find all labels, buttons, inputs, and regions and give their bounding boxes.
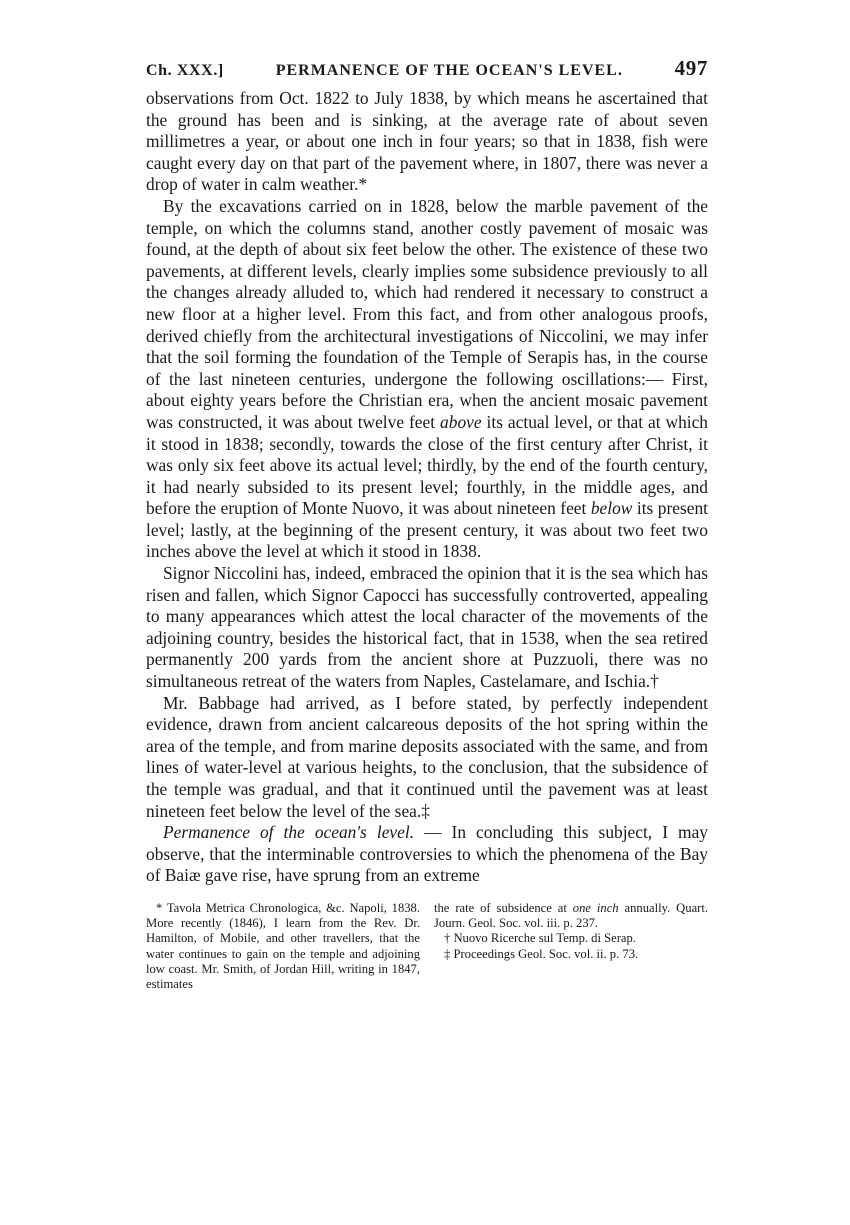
chapter-label: Ch. XXX.]	[146, 62, 224, 79]
footnotes-right-column	[434, 901, 708, 992]
italic-text: one inch	[572, 900, 619, 915]
footnotes-left-column	[146, 901, 420, 992]
main-text	[146, 88, 708, 887]
footnote	[146, 901, 420, 992]
text-run: annually. Quart. Journ. Geol. Soc. vol. iii. p. 237.	[434, 900, 709, 931]
running-header	[146, 56, 708, 88]
text-run: Signor Niccolini has, indeed, embraced the opinion that it is the sea which has risen and fallen, which Signor Capocci has successfully controverted, appealing to many appearances which attest the local character of the movements of the adjoining country, besides the historical fact, that in 1538, when the sea retired permanently 200 yards from the ancient shore at Puzzuoli, there was no simultaneous retreat of the waters from Naples, Castelamare, and Ischia.†	[146, 563, 708, 692]
paragraph	[146, 693, 708, 823]
footnote	[434, 947, 708, 962]
italic-text: above	[440, 411, 482, 432]
text-run: its actual level, or that at which it stood in 1838; secondly, towards the close of the first century after Christ, it was only six feet above its actual level; thirdly, by the end of the fourth century, it had nearly subsided to its present level; fourthly, in the middle ages, and before the eruption of Monte Nuovo, it was about nineteen feet	[146, 411, 709, 519]
paragraph	[146, 196, 708, 563]
text-run: — In concluding this subject, I may observe, that the interminable controversies to which the phenomena of the Bay of Baiæ gave rise, have sprung from an extreme	[146, 822, 708, 886]
page-number: 497	[674, 56, 708, 80]
paragraph	[146, 88, 708, 196]
text-run: † Nuovo Ricerche sul Temp. di Serap.	[444, 931, 636, 946]
text-run: Mr. Babbage had arrived, as I before stated, by perfectly independent evidence, drawn from ancient calcareous deposits of the hot spring within the area of the temple, and from marine deposits associated with the same, and from lines of water-level at various heights, to the conclusion, that the subsidence of the temple was gradual, and that it continued until the pavement was at least nineteen feet below the level of the sea.‡	[146, 692, 708, 821]
italic-text: Permanence of the ocean's level.	[163, 822, 415, 843]
text-run: ‡ Proceedings Geol. Soc. vol. ii. p. 73.	[444, 946, 639, 961]
paragraph	[146, 563, 708, 693]
paragraph	[146, 822, 708, 887]
footnote	[434, 931, 708, 946]
text-run: * Tavola Metrica Chronologica, &c. Napoli, 1838. More recently (1846), I learn from the Rev. Dr. Hamilton, of Mobile, and other travellers, that the water continues to gain on the temple and adjoining low coast. Mr. Smith, of Jordan Hill, writing in 1847, estimates	[146, 900, 420, 991]
footnotes	[146, 901, 708, 992]
text-run: its present level; lastly, at the beginning of the present century, it was about two feet two inches above the level at which it stood in 1838.	[146, 498, 708, 562]
running-title: PERMANENCE OF THE OCEAN'S LEVEL.	[275, 62, 623, 79]
footnote	[434, 901, 708, 931]
text-run: the rate of subsidence at	[434, 900, 573, 915]
italic-text: below	[590, 498, 633, 519]
text-run: By the excavations carried on in 1828, below the marble pavement of the temple, on which the columns stand, another costly pavement of mosaic was found, at the depth of about six feet below the other. The existence of these two pavements, at different levels, clearly implies some subsidence previously to all the changes already alluded to, which had rendered it necessary to construct a new floor at a higher level. From this fact, and from other analogous proofs, derived chiefly from the architectural investigations of Niccolini, we may infer that the soil forming the foundation of the Temple of Serapis has, in the course of the last nineteen centuries, undergone the following oscillations:— First, about eighty years before the Christian era, when the ancient mosaic pavement was constructed, it was about twelve feet	[146, 195, 708, 432]
text-run: observations from Oct. 1822 to July 1838, by which means he ascertained that the ground has been and is sinking, at the average rate of about seven millimetres a year, or about one inch in four years; so that in 1838, fish were caught every day on that part of the pavement where, in 1807, there was never a drop of water in calm weather.*	[146, 88, 708, 195]
